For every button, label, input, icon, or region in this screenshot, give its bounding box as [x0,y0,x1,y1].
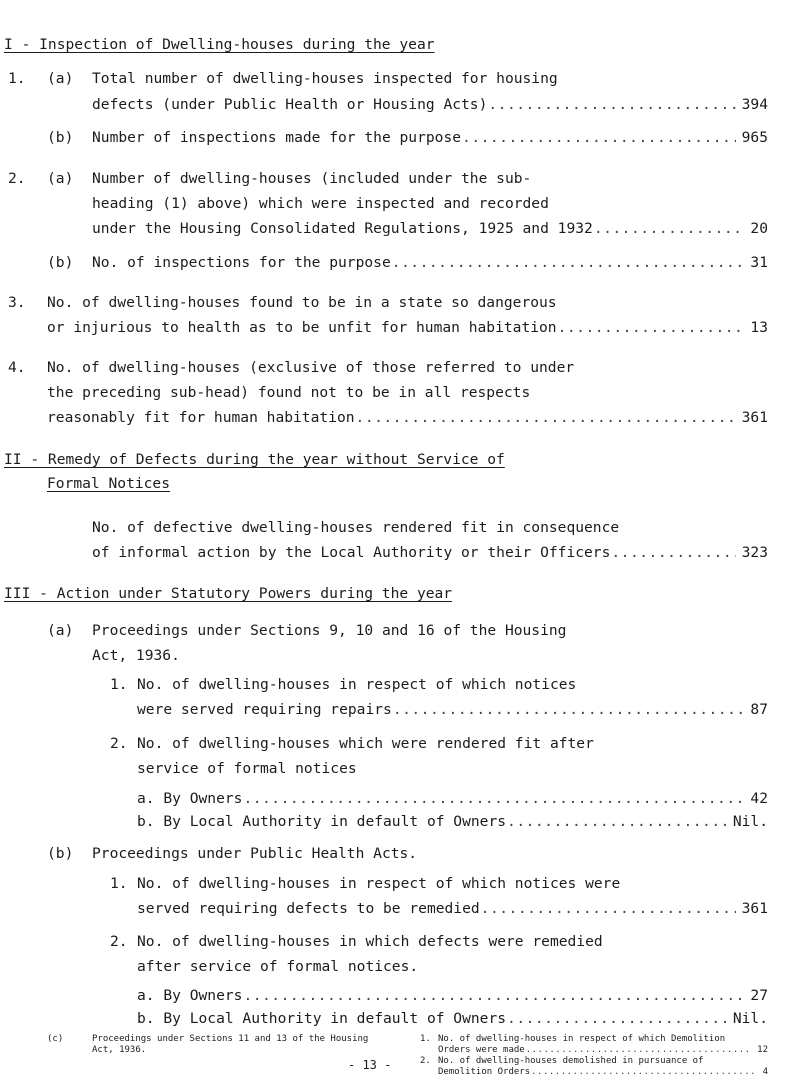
section-2-title-cont: Formal Notices [47,475,171,492]
item-text: No. of dwelling-houses found to be in a state so dangerous [47,294,557,311]
item-sub-label: (a) [47,170,74,187]
item-text: No. of dwelling-houses in which defects were remedied [137,933,603,950]
item-text: were served requiring repairs [137,701,392,718]
item-row-ii [92,542,768,564]
item-text: Proceedings under Sections 11 and 13 of the Housing [92,1034,369,1044]
item-text: defects (under Public Health or Housing Acts) [92,96,488,113]
dot-leader [611,542,735,564]
item-text: Act, 1936. [92,1045,147,1055]
item-row-2a [92,218,768,240]
item-row-4 [47,407,768,429]
item-sub-label: (b) [47,845,74,862]
item-value: 361 [741,900,768,917]
dot-leader [481,898,736,920]
item-text: Proceedings under Sections 9, 10 and 16 of the Housing [92,622,567,639]
dot-leader [243,788,744,810]
item-row-1b [92,127,768,149]
item-row-iiic1-val [438,1045,768,1056]
item-number: 1. [110,875,128,892]
item-number: 1. [420,1034,431,1044]
item-value: 20 [750,220,768,237]
item-value: 13 [750,319,768,336]
item-number: 2. [110,933,128,950]
item-value: 42 [750,790,768,807]
item-text: b. By Local Authority in default of Owners [137,813,507,830]
item-row-iiia2b [137,811,768,833]
item-row-iiib2a [137,985,768,1007]
item-value: 323 [741,544,768,561]
item-text: Orders were made [438,1045,525,1055]
dot-leader [507,1008,727,1030]
item-number: 2. [8,170,26,187]
item-value: 394 [741,96,768,113]
dot-leader [392,252,745,274]
item-text: heading (1) above) which were inspected and recorded [92,195,549,212]
item-sub-label: (c) [47,1034,64,1044]
item-text: after service of formal notices. [137,958,419,975]
section-1-title: I - Inspection of Dwelling-houses during the year [4,36,435,53]
dot-leader [531,1067,756,1078]
item-text: No. of inspections for the purpose [92,254,391,271]
item-text: Proceedings under Public Health Acts. [92,845,418,862]
item-text: service of formal notices [137,760,357,777]
item-value: 361 [741,409,768,426]
item-sub-label: (b) [47,129,74,146]
item-value: 4 [762,1067,768,1077]
item-row-1a [92,94,768,116]
dot-leader [393,699,745,721]
item-number: 1. [110,676,128,693]
item-text: Act, 1936. [92,647,180,664]
item-sub-label: (a) [47,622,74,639]
section-2-title: II - Remedy of Defects during the year without Service of [4,451,505,468]
item-number: 2. [420,1056,431,1066]
dot-leader [594,218,745,240]
item-text: reasonably fit for human habitation [47,409,355,426]
item-value: Nil. [732,1010,768,1027]
item-row-iiia2a [137,788,768,810]
item-value: 965 [741,129,768,146]
item-text: No. of dwelling-houses which were rendered fit after [137,735,594,752]
section-3-title: III - Action under Statutory Powers during the year [4,585,453,602]
item-text: or injurious to health as to be unfit for human habitation [47,319,557,336]
item-row-iiib2b [137,1008,768,1030]
item-row-3 [47,317,768,339]
item-row-iiic2-val [438,1067,768,1078]
dot-leader [558,317,745,339]
item-row-iiia1 [137,699,768,721]
item-sub-label: (b) [47,254,74,271]
dot-leader [356,407,736,429]
item-text: No. of dwelling-houses in respect of which notices [137,676,577,693]
item-row-iiib1 [137,898,768,920]
item-value: 12 [757,1045,768,1055]
item-value: 27 [750,987,768,1004]
item-text: No. of dwelling-houses in respect of which Demolition [438,1034,726,1044]
item-text: served requiring defects to be remedied [137,900,480,917]
dot-leader [243,985,744,1007]
item-number: 1. [8,70,26,87]
item-text: under the Housing Consolidated Regulations, 1925 and 1932 [92,220,593,237]
item-text: a. By Owners [137,987,243,1004]
item-text: No. of dwelling-houses demolished in pursuance of [438,1056,704,1066]
item-sub-label: (a) [47,70,74,87]
item-text: No. of dwelling-houses (exclusive of those referred to under [47,359,575,376]
item-value: 31 [750,254,768,271]
item-text: Demolition Orders [438,1067,531,1077]
dot-leader [526,1045,751,1056]
item-text: No. of dwelling-houses in respect of which notices were [137,875,621,892]
item-number: 3. [8,294,26,311]
item-text: No. of defective dwelling-houses rendered fit in consequence [92,519,620,536]
item-text: Number of inspections made for the purpose [92,129,462,146]
dot-leader [462,127,736,149]
item-value: Nil. [732,813,768,830]
item-row-2b [92,252,768,274]
item-number: 2. [110,735,128,752]
item-value: 87 [750,701,768,718]
item-text: Total number of dwelling-houses inspected for housing [92,70,558,87]
item-text: Number of dwelling-houses (included under the sub- [92,170,532,187]
item-number: 4. [8,359,26,376]
item-text: of informal action by the Local Authority or their Officers [92,544,611,561]
page-number: - 13 - [348,1058,392,1072]
dot-leader [488,94,735,116]
item-text: the preceding sub-head) found not to be in all respects [47,384,531,401]
dot-leader [507,811,727,833]
item-text: a. By Owners [137,790,243,807]
item-text: b. By Local Authority in default of Owners [137,1010,507,1027]
